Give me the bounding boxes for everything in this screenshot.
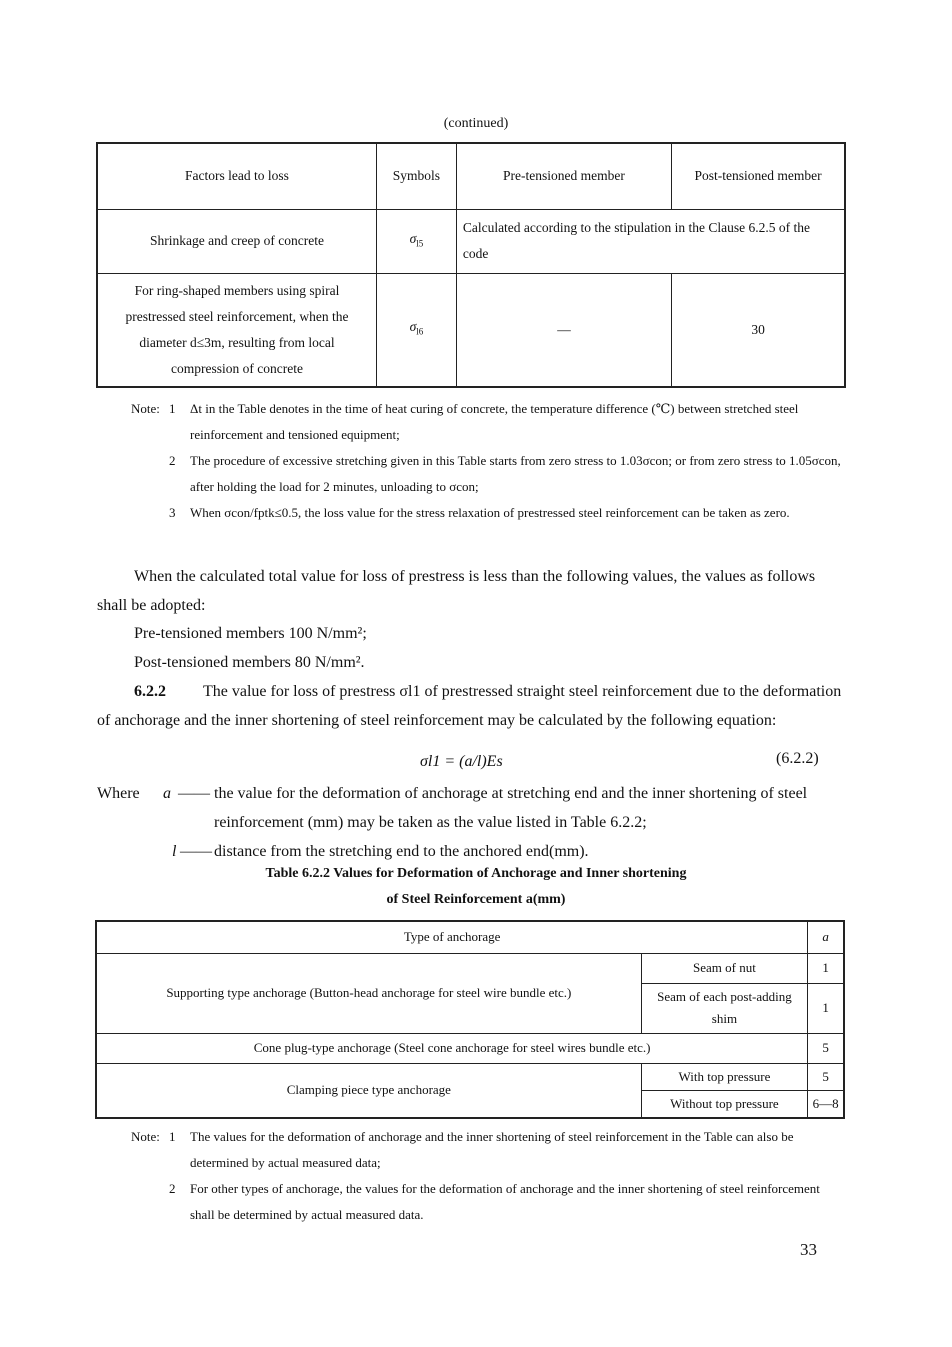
anchorage-table (95, 920, 845, 1119)
notes2-num-2: 2 (169, 1181, 176, 1196)
equation-number: (6.2.2) (776, 750, 819, 767)
loss-factors-table (96, 142, 846, 388)
seam-of-nut-value: 1 (808, 953, 844, 983)
notes1-num-1: 1 (169, 401, 176, 416)
notes1-num-3: 3 (169, 505, 176, 520)
symbol-sigma-l5: $\sigma_{l5}$ (376, 209, 456, 273)
where-a-definition: the value for the deformation of anchorage at stretching end and the inner shortening of steel reinforcement (mm) may be taken as the value listed in Table 6.2.2; (214, 785, 808, 831)
header-post-tensioned: Post-tensioned member (672, 143, 845, 209)
header-factors: Factors lead to loss (97, 143, 376, 209)
cone-value: 5 (808, 1033, 844, 1063)
table2-caption-line1: Table 6.2.2 Values for Deformation of Anchorage and Inner shortening (265, 866, 687, 881)
where-l-definition: distance from the stretching end to the anchored end(mm). (214, 843, 589, 860)
notes2-num-1: 1 (169, 1129, 176, 1144)
notes1-label: Note: (131, 401, 160, 416)
supporting-type: Supporting type anchorage (Button-head anchorage for steel wire bundle etc.) (96, 953, 641, 1033)
shrinkage-merged-cell: Calculated according to the stipulation in the Clause 6.2.5 of the code (456, 209, 845, 273)
clause-number: 6.2.2 (134, 683, 166, 700)
notes2-item-2: For other types of anchorage, the values for the deformation of anchorage and the inner shortening of steel reinforcement shall be determined by actual measured data. (190, 1181, 820, 1222)
notes2-item-1: The values for the deformation of anchorage and the inner shortening of steel reinforcement in the Table can also be determined by actual measured data; (190, 1129, 794, 1170)
notes2-label: Note: (131, 1129, 160, 1144)
page-number: 33 (800, 1240, 817, 1259)
notes1-item-2: The procedure of excessive stretching given in this Table starts from zero stress to 1.03σcon; or from zero stress to 1.05σcon, after holding the load for 2 minutes, unloading to σcon; (190, 453, 841, 494)
seam-of-shim-value: 1 (808, 983, 844, 1033)
clamping-type: Clamping piece type anchorage (96, 1063, 641, 1118)
equation: σl1 = (a/l)Es (420, 753, 503, 770)
header-a: a (808, 921, 844, 953)
table2-caption-line2: of Steel Reinforcement a(mm) (386, 892, 566, 907)
ring-pre-value: — (456, 273, 671, 387)
paragraph-clause-6-2-2: The value for loss of prestress σl1 of prestressed straight steel reinforcement due to the deformation of anchorage and the inner shortening of steel reinforcement may be calculated by the following equation: (97, 683, 842, 729)
factor-shrinkage: Shrinkage and creep of concrete (97, 209, 376, 273)
continued-label: (continued) (443, 116, 509, 131)
with-top-pressure-value: 5 (808, 1063, 844, 1090)
header-pre-tensioned: Pre-tensioned member (456, 143, 671, 209)
without-top-pressure-value: 6—8 (808, 1090, 844, 1118)
with-top-pressure: With top pressure (641, 1063, 808, 1090)
where-l-symbol: l (172, 843, 177, 860)
paragraph-total-loss: When the calculated total value for loss of prestress is less than the following values, the values as follows shall be adopted: (97, 568, 816, 614)
ring-post-value: 30 (672, 273, 845, 387)
notes1-num-2: 2 (169, 453, 176, 468)
paragraph-pre-tensioned: Pre-tensioned members 100 N/mm²; (134, 625, 367, 642)
cone-plug-type: Cone plug-type anchorage (Steel cone anchorage for steel wires bundle etc.) (96, 1033, 808, 1063)
without-top-pressure: Without top pressure (641, 1090, 808, 1118)
where-label: Where (97, 785, 140, 802)
factor-ring-shaped: For ring-shaped members using spiral prestressed steel reinforcement, when the diameter d≤3m, resulting from local compression of concrete (97, 273, 376, 387)
header-symbols: Symbols (376, 143, 456, 209)
notes1-item-1: Δt in the Table denotes in the time of heat curing of concrete, the temperature difference (℃) between stretched steel reinforcement and tensioned equipment; (190, 401, 799, 442)
paragraph-post-tensioned: Post-tensioned members 80 N/mm². (134, 654, 365, 671)
notes1-item-3: When σcon/fptk≤0.5, the loss value for the stress relaxation of prestressed steel reinforcement can be taken as zero. (190, 505, 790, 520)
symbol-sigma-l6: $\sigma_{l6}$ (376, 273, 456, 387)
seam-of-nut: Seam of nut (641, 953, 808, 983)
header-type-of-anchorage: Type of anchorage (96, 921, 808, 953)
seam-of-shim: Seam of each post-adding shim (641, 983, 808, 1033)
where-a-symbol: a (163, 785, 171, 802)
